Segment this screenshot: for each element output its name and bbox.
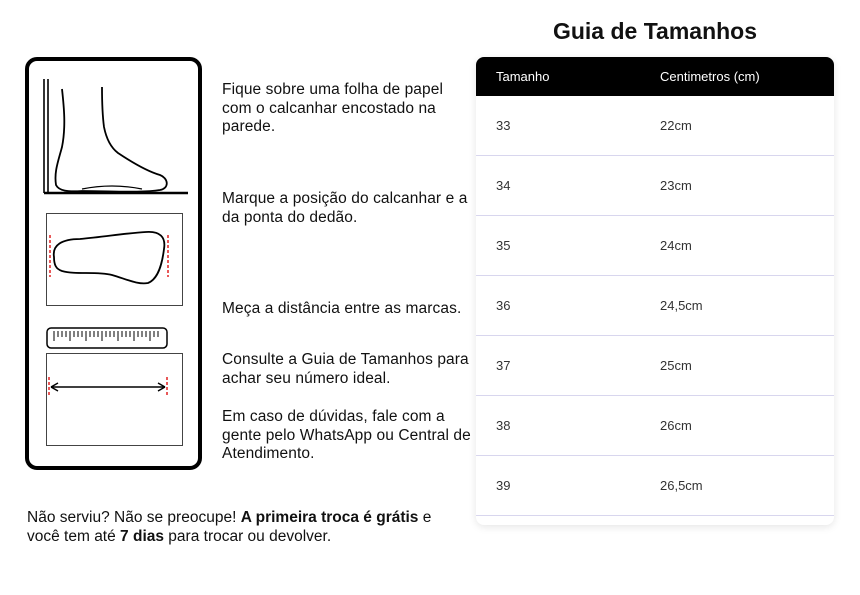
note-bold-2: 7 dias bbox=[120, 528, 164, 545]
cell-size: 35 bbox=[496, 238, 511, 253]
table-row bbox=[476, 396, 834, 456]
cell-size: 37 bbox=[496, 358, 511, 373]
cell-size: 34 bbox=[496, 178, 511, 193]
cell-cm: 24,5cm bbox=[660, 298, 703, 313]
step-3-text: Meça a distância entre as marcas. bbox=[222, 300, 462, 317]
cell-cm: 23cm bbox=[660, 178, 692, 193]
instructions-panel bbox=[25, 57, 202, 470]
note-bold-1: A primeira troca é grátis bbox=[240, 509, 419, 526]
size-guide-title: Guia de Tamanhos bbox=[552, 18, 758, 44]
step-1-text: Fique sobre uma folha de papel com o calcanhar encostado na parede. bbox=[222, 81, 444, 135]
cell-cm: 26,5cm bbox=[660, 478, 703, 493]
cell-cm: 25cm bbox=[660, 358, 692, 373]
foot-outline-marked-icon bbox=[46, 213, 184, 307]
cell-cm: 22cm bbox=[660, 118, 692, 133]
cell-cm: 26cm bbox=[660, 418, 692, 433]
size-table bbox=[476, 57, 834, 525]
step-2-text: Marque a posição do calcanhar e a da ponta do dedão. bbox=[222, 190, 468, 226]
step-5-text: Em caso de dúvidas, fale com a gente pelo WhatsApp ou Central de Atendimento. bbox=[222, 408, 471, 462]
table-row bbox=[476, 156, 834, 216]
note-part-2: e você tem até bbox=[27, 509, 432, 545]
cell-size: 39 bbox=[496, 478, 511, 493]
table-row bbox=[476, 456, 834, 516]
cell-size: 38 bbox=[496, 418, 511, 433]
table-row bbox=[476, 336, 834, 396]
cell-cm: 24cm bbox=[660, 238, 692, 253]
cell-size: 36 bbox=[496, 298, 511, 313]
header-size: Tamanho bbox=[496, 69, 550, 84]
measurement-arrow-icon bbox=[46, 353, 184, 447]
exchange-policy-note bbox=[27, 508, 437, 546]
step-4-text: Consulte a Guia de Tamanhos para achar seu número ideal. bbox=[222, 351, 469, 387]
cell-size: 33 bbox=[496, 118, 511, 133]
foot-against-wall-icon bbox=[42, 77, 192, 197]
header-cm: Centimetros (cm) bbox=[660, 69, 760, 84]
table-row bbox=[476, 216, 834, 276]
table-row bbox=[476, 96, 834, 156]
table-header bbox=[476, 57, 834, 96]
note-part-3: para trocar ou devolver. bbox=[164, 528, 332, 545]
ruler-icon bbox=[46, 327, 170, 351]
table-row bbox=[476, 276, 834, 336]
note-part-1: Não serviu? Não se preocupe! bbox=[27, 509, 241, 526]
